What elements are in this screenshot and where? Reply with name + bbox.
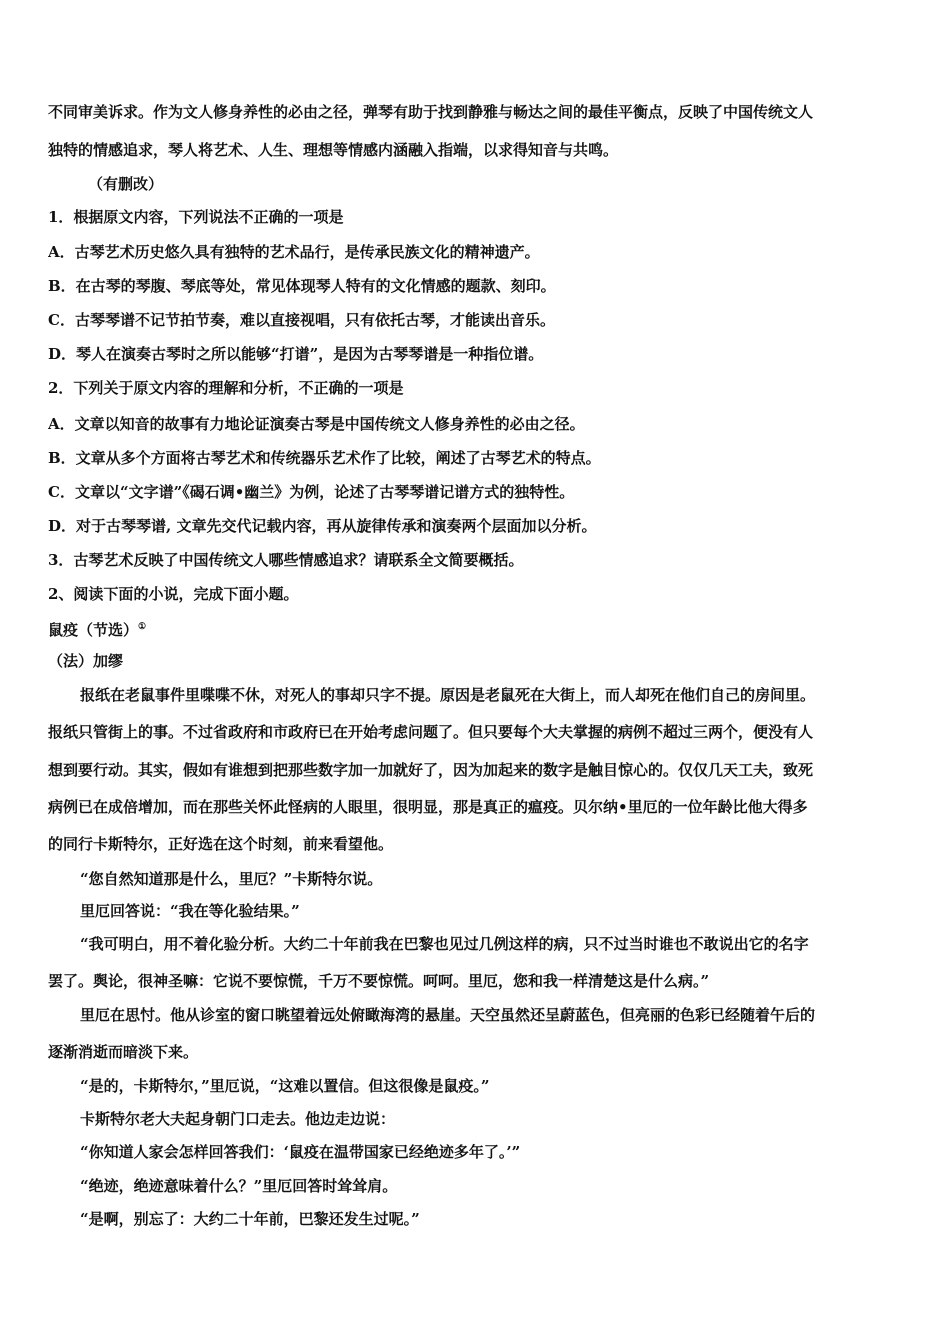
story-paragraph-line: 的同行卡斯特尔，正好选在这个时刻，前来看望他。 bbox=[48, 835, 394, 853]
question-3-stem: 3．古琴艺术反映了中国传统文人哪些情感追求？请联系全文简要概括。 bbox=[48, 551, 524, 569]
story-author: （法）加缪 bbox=[48, 652, 124, 670]
question-1-stem-suffix: 的一项是 bbox=[283, 208, 344, 226]
passage-line: 不同审美诉求。作为文人修身养性的必由之径，弹琴有助于找到静雅与畅达之间的最佳平衡点，反映了中国传统文人 bbox=[48, 103, 814, 121]
question-2-stem-prefix: 2．下列关于原文内容的理解和分析， bbox=[48, 379, 299, 397]
story-paragraph-line: 里厄在思忖。他从诊室的窗口眺望着远处俯瞰海湾的悬崖。天空虽然还呈蔚蓝色，但亮丽的色彩已经随着午后的 bbox=[80, 1006, 816, 1024]
story-paragraph-line: 逐渐消逝而暗淡下来。 bbox=[48, 1043, 199, 1061]
story-paragraph-line: “绝迹，绝迹意味着什么？”里厄回答时耸耸肩。 bbox=[80, 1177, 398, 1195]
question-1-option-d: D．琴人在演奏古琴时之所以能够“打谱”，是因为古琴琴谱是一种指位谱。 bbox=[48, 345, 544, 363]
emphasis-dot-char: 不 bbox=[298, 379, 314, 397]
question-2-stem bbox=[48, 378, 904, 398]
emphasis-dot-char: 确 bbox=[328, 379, 344, 397]
question-1-option-a: A．古琴艺术历史悠久具有独特的艺术品行，是传承民族文化的精神遗产。 bbox=[48, 243, 540, 261]
question-1-option-b: B．在古琴的琴腹、琴底等处，常见体现琴人特有的文化情感的题款、刻印。 bbox=[48, 277, 556, 295]
emphasis-dot-char: 不 bbox=[238, 208, 254, 226]
story-title-text: 鼠疫（节选） bbox=[48, 621, 139, 639]
story-paragraph-line: “我可明白，用不着化验分析。大约二十年前我在巴黎也见过几例这样的病，只不过当时谁也不敢说出它的名字 bbox=[80, 935, 809, 953]
source-note: （有删改） bbox=[88, 175, 164, 193]
question-1-stem-prefix: 1．根据原文内容，下列说法 bbox=[48, 208, 239, 226]
emphasis-dot-char: 正 bbox=[313, 379, 329, 397]
question-2-option-d: D．对于古琴琴谱, 文章先交代记载内容，再从旋律传承和演奏两个层面加以分析。 bbox=[48, 517, 597, 535]
story-title bbox=[48, 617, 904, 640]
story-paragraph-line: 病例已在成倍增加，而在那些关怀此怪病的人眼里，很明显，那是真正的瘟疫。贝尔纳•里厄的一位年龄比他大得多 bbox=[48, 798, 808, 816]
question-2-option-c: C．文章以“文字谱”《碣石调•幽兰》为例，论述了古琴琴谱记谱方式的独特性。 bbox=[48, 483, 575, 501]
story-paragraph-line: “您自然知道那是什么，里厄？”卡斯特尔说。 bbox=[80, 870, 383, 888]
question-2-option-a: A．文章以知音的故事有力地论证演奏古琴是中国传统文人修身养性的必由之径。 bbox=[48, 415, 585, 433]
story-paragraph-line: 报纸在老鼠事件里喋喋不休，对死人的事却只字不提。原因是老鼠死在大街上，而人却死在他们自己的房间里。 bbox=[80, 686, 816, 704]
story-paragraph-line: 罢了。舆论，很神圣嘛：它说不要惊慌，千万不要惊慌。呵呵。里厄，您和我一样清楚这是什么病。” bbox=[48, 972, 710, 990]
story-paragraph-line: “你知道人家会怎样回答我们：‘鼠疫在温带国家已经绝迹多年了。’” bbox=[80, 1143, 521, 1161]
story-paragraph-line: 里厄回答说：“我在等化验结果。” bbox=[80, 902, 300, 920]
story-paragraph-line: “是的，卡斯特尔，”里厄说，“这难以置信。但这很像是鼠疫。” bbox=[80, 1077, 490, 1095]
emphasis-dot-char: 确 bbox=[268, 208, 284, 226]
question-2-stem-suffix: 的一项是 bbox=[343, 379, 404, 397]
footnote-marker: ① bbox=[138, 622, 147, 632]
story-paragraph-line: 想到要行动。其实，假如有谁想到把那些数字加一加就好了，因为加起来的数字是触目惊心的。仅仅几天工夫，致死 bbox=[48, 761, 814, 779]
emphasis-dot-char: 正 bbox=[253, 208, 269, 226]
story-paragraph-line: 卡斯特尔老大夫起身朝门口走去。他边走边说： bbox=[80, 1110, 396, 1128]
story-paragraph-line: “是啊，别忘了：大约二十年前，巴黎还发生过呢。” bbox=[80, 1210, 420, 1228]
question-1-stem bbox=[48, 207, 904, 227]
question-2-option-b: B．文章从多个方面将古琴艺术和传统器乐艺术作了比较，阐述了古琴艺术的特点。 bbox=[48, 449, 601, 467]
passage-line: 独特的情感追求，琴人将艺术、人生、理想等情感内涵融入指端，以求得知音与共鸣。 bbox=[48, 141, 619, 159]
section-heading: 2、阅读下面的小说，完成下面小题。 bbox=[48, 585, 299, 603]
question-1-option-c: C．古琴琴谱不记节拍节奏，难以直接视唱，只有依托古琴，才能读出音乐。 bbox=[48, 311, 555, 329]
story-paragraph-line: 报纸只管街上的事。不过省政府和市政府已在开始考虑问题了。但只要每个大夫掌握的病例不超过三两个，便没有人 bbox=[48, 723, 814, 741]
